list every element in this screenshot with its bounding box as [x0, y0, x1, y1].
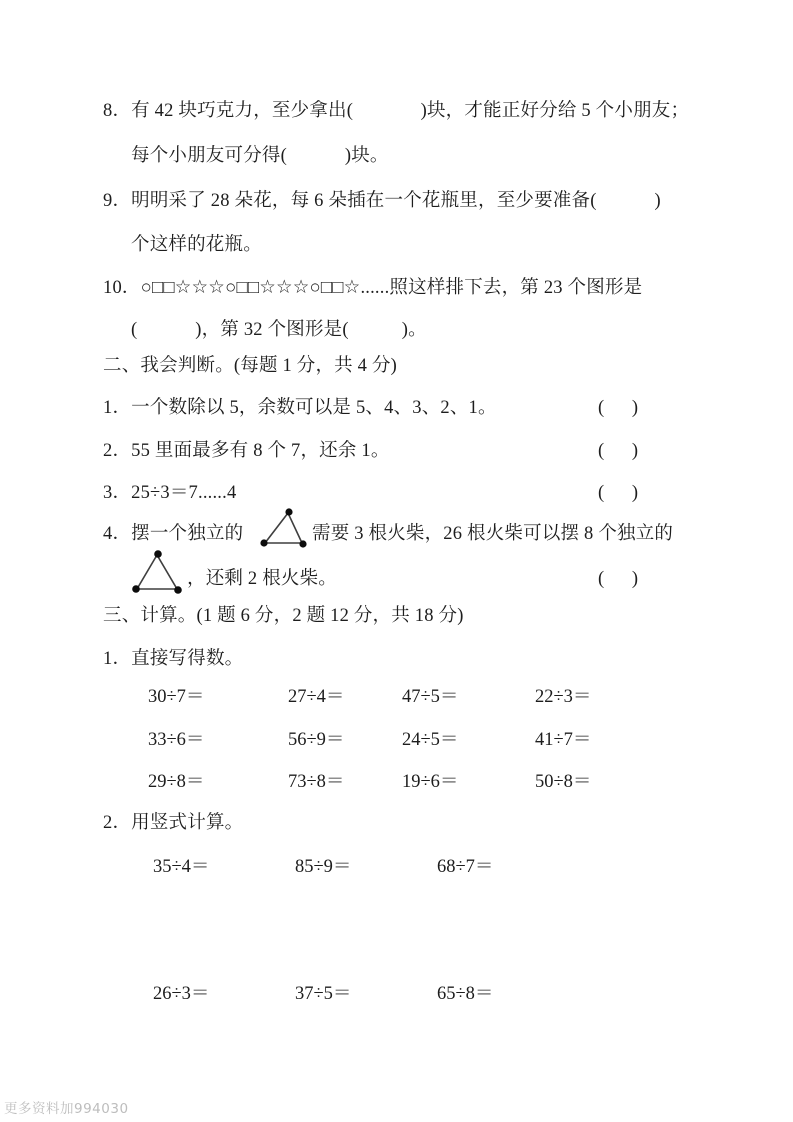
division-expression: 50÷8＝	[535, 772, 592, 792]
judge-item-4-part-3: ，还剩 2 根火柴。	[187, 569, 338, 589]
division-expression: 33÷6＝	[148, 730, 205, 750]
watermark-text: 更多资料加994030	[4, 1101, 129, 1117]
division-expression: 24÷5＝	[402, 730, 459, 750]
division-expression: 30÷7＝	[148, 687, 205, 707]
question-9-line-1: 9．明明采了 28 朵花，每 6 朵插在一个花瓶里，至少要准备( )	[103, 191, 661, 211]
judge-item-4-part-2: 需要 3 根火柴，26 根火柴可以摆 8 个独立的	[312, 524, 674, 544]
vertical-calc-expression: 26÷3＝	[153, 984, 210, 1004]
judge-item-3-answer-blank: ( )	[598, 483, 639, 503]
vertical-calc-expression: 65÷8＝	[437, 984, 494, 1004]
judge-item-2: 2．55 里面最多有 8 个 7，还余 1。	[103, 441, 390, 461]
section-judge-header: 二、我会判断。(每题 1 分，共 4 分)	[103, 356, 398, 376]
calc-sub1-title: 1．直接写得数。	[103, 649, 244, 669]
calc-sub2-title: 2．用竖式计算。	[103, 813, 244, 833]
matchstick-triangle-icon	[259, 506, 309, 550]
division-expression: 41÷7＝	[535, 730, 592, 750]
question-10-line-1: 10．○□□☆☆☆○□□☆☆☆○□□☆......照这样排下去，第 23 个图形是	[103, 278, 643, 298]
division-expression: 19÷6＝	[402, 772, 459, 792]
vertical-calc-expression: 68÷7＝	[437, 857, 494, 877]
question-8-line-1: 8．有 42 块巧克力，至少拿出( )块，才能正好分给 5 个小朋友；	[103, 101, 690, 121]
judge-item-2-answer-blank: ( )	[598, 441, 639, 461]
judge-item-3: 3．25÷3＝7......4	[103, 483, 237, 503]
judge-item-1: 1．一个数除以 5，余数可以是 5、4、3、2、1。	[103, 398, 497, 418]
matchstick-triangle-icon	[131, 548, 185, 596]
section-calc-header: 三、计算。(1 题 6 分，2 题 12 分，共 18 分)	[103, 606, 464, 626]
judge-item-1-answer-blank: ( )	[598, 398, 639, 418]
division-expression: 56÷9＝	[288, 730, 345, 750]
question-9-line-2: 个这样的花瓶。	[131, 235, 262, 255]
question-8-line-2: 每个小朋友可分得( )块。	[131, 146, 389, 166]
division-expression: 29÷8＝	[148, 772, 205, 792]
division-expression: 73÷8＝	[288, 772, 345, 792]
vertical-calc-expression: 35÷4＝	[153, 857, 210, 877]
vertical-calc-expression: 85÷9＝	[295, 857, 352, 877]
division-expression: 22÷3＝	[535, 687, 592, 707]
judge-item-4-part-1: 4．摆一个独立的	[103, 524, 244, 544]
division-expression: 27÷4＝	[288, 687, 345, 707]
question-10-line-2: ( )，第 32 个图形是( )。	[131, 320, 427, 340]
vertical-calc-expression: 37÷5＝	[295, 984, 352, 1004]
division-expression: 47÷5＝	[402, 687, 459, 707]
judge-item-4-answer-blank: ( )	[598, 569, 639, 589]
